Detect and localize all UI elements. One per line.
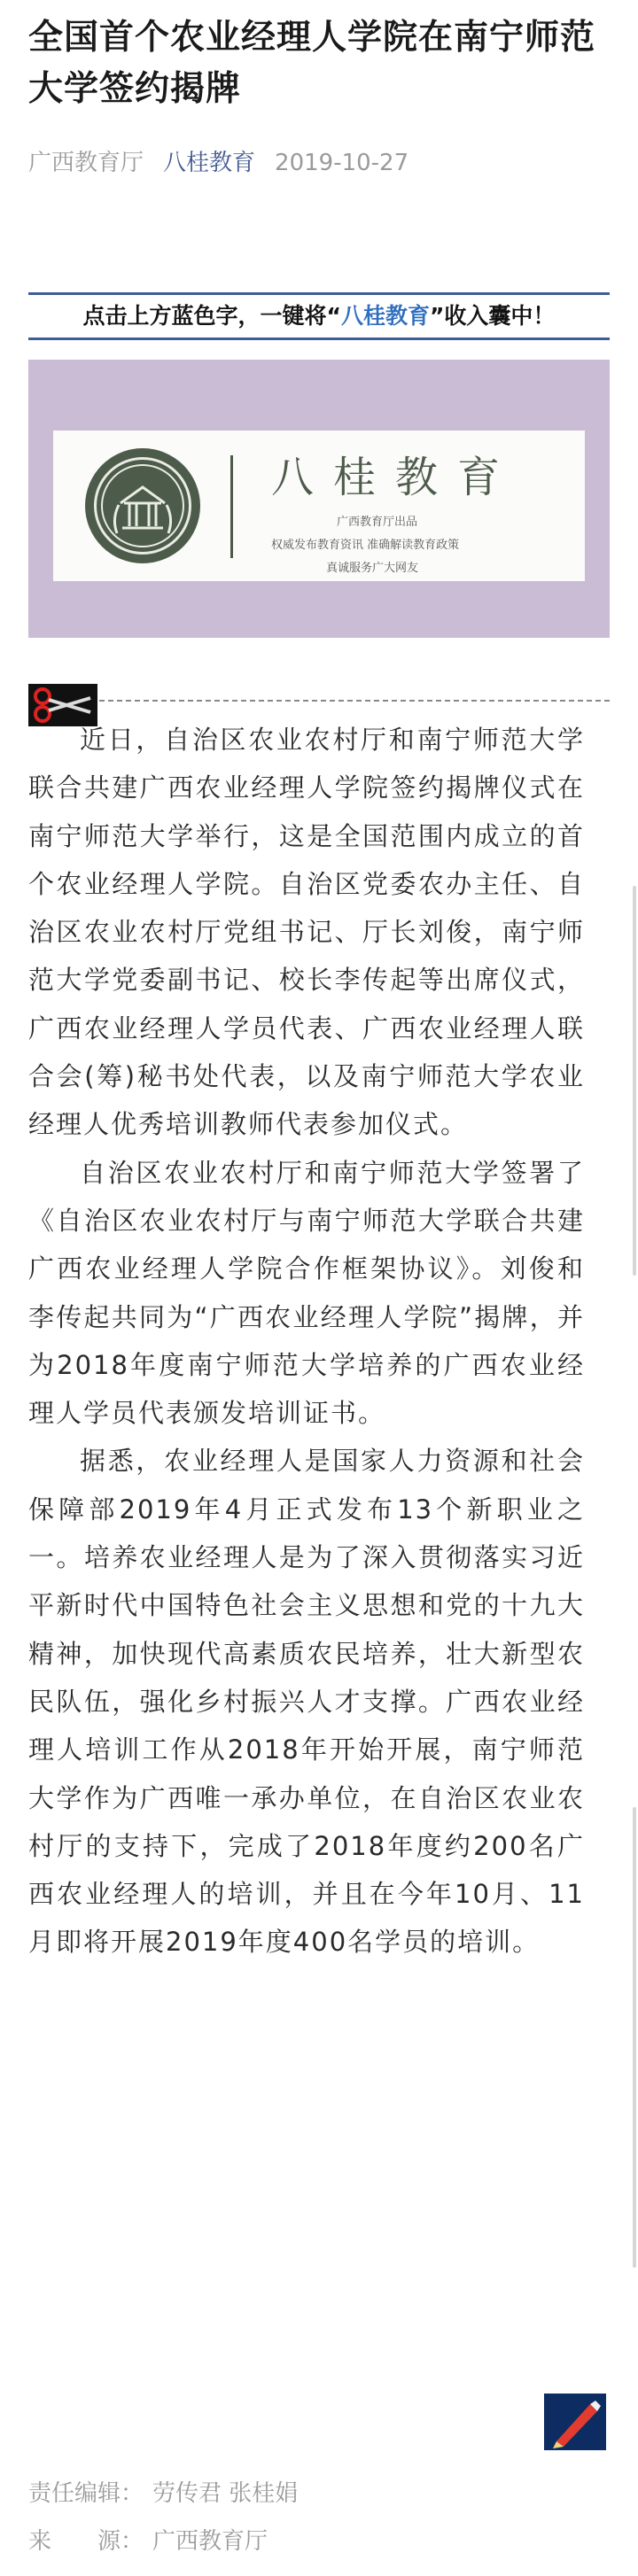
notice-text-before: 点击上方蓝色字，一键将“ (82, 303, 341, 329)
banner-card (53, 431, 585, 581)
editor-value: 劳传君 张桂娟 (152, 2480, 299, 2507)
scrollbar-lower[interactable] (633, 1807, 636, 2268)
source-label: 来 源： (28, 2528, 144, 2555)
pen-icon (544, 2394, 606, 2450)
source-line (28, 2523, 268, 2556)
paragraph: 近日，自治区农业农村厅和南宁师范大学联合共建广西农业经理人学院签约揭牌仪式在南宁师范大学举行，这是全国范围内成立的首个农业经理人学院。自治区党委农办主任、自治区农业农村厅党组书记、厅长刘俊，南宁师范大学党委副书记、校长李传起等出席仪式，广西农业经理人学员代表、广西农业经理人联合会(筹)秘书处代表，以及南宁师范大学农业经理人优秀培训教师代表参加仪式。 (28, 725, 585, 1140)
scrollbar-upper[interactable] (633, 886, 636, 1276)
follow-notice (28, 292, 610, 340)
brand-banner (28, 360, 610, 638)
editor-label: 责任编辑： (28, 2480, 144, 2507)
account-link[interactable]: 八桂教育 (163, 150, 256, 176)
banner-line-1: 广西教育厅出品 (337, 516, 418, 529)
dashed-line (28, 700, 610, 702)
banner-divider (230, 455, 233, 558)
article-source: 广西教育厅 (28, 150, 144, 176)
paragraph: 据悉，农业经理人是国家人力资源和社会保障部2019年4月正式发布13个新职业之一。培养农业经理人是为了深入贯彻落实习近平新时代中国特色社会主义思想和党的十九大精神，加快现代高素质农民培养，壮大新型农民队伍，强化乡村振兴人才支撑。广西农业经理人培训工作从2018年开始开展，南宁师范大学作为广西唯一承办单位，在自治区农业农村厅的支持下，完成了2018年度约200名广西农业经理人的培训，并且在今年10月、11月即将开展2019年度400名学员的培训。 (28, 1446, 585, 1958)
publish-date: 2019-10-27 (275, 150, 409, 176)
logo-seal-icon (85, 448, 200, 563)
editor-line (28, 2475, 298, 2508)
banner-line-3: 真诚服务广大网友 (326, 562, 419, 575)
banner-brand: 八桂教育 (271, 453, 520, 502)
notice-account-link[interactable]: 八桂教育 (340, 303, 430, 329)
article-body (28, 716, 585, 1967)
section-divider (28, 689, 610, 710)
article-meta (28, 144, 408, 177)
article-title: 全国首个农业经理人学院在南宁师范大学签约揭牌 (28, 18, 596, 109)
source-value: 广西教育厅 (152, 2528, 268, 2555)
banner-line-2: 权威发布教育资讯 准确解读教育政策 (271, 539, 460, 552)
paragraph: 自治区农业农村厅和南宁师范大学签署了《自治区农业农村厅与南宁师范大学联合共建广西农业经理人学院合作框架协议》。刘俊和李传起共同为“广西农业经理人学院”揭牌，并为2018年度南宁师范大学培养的广西农业经理人学员代表颁发培训证书。 (28, 1157, 585, 1429)
notice-text-after: ”收入囊中！ (430, 303, 556, 329)
